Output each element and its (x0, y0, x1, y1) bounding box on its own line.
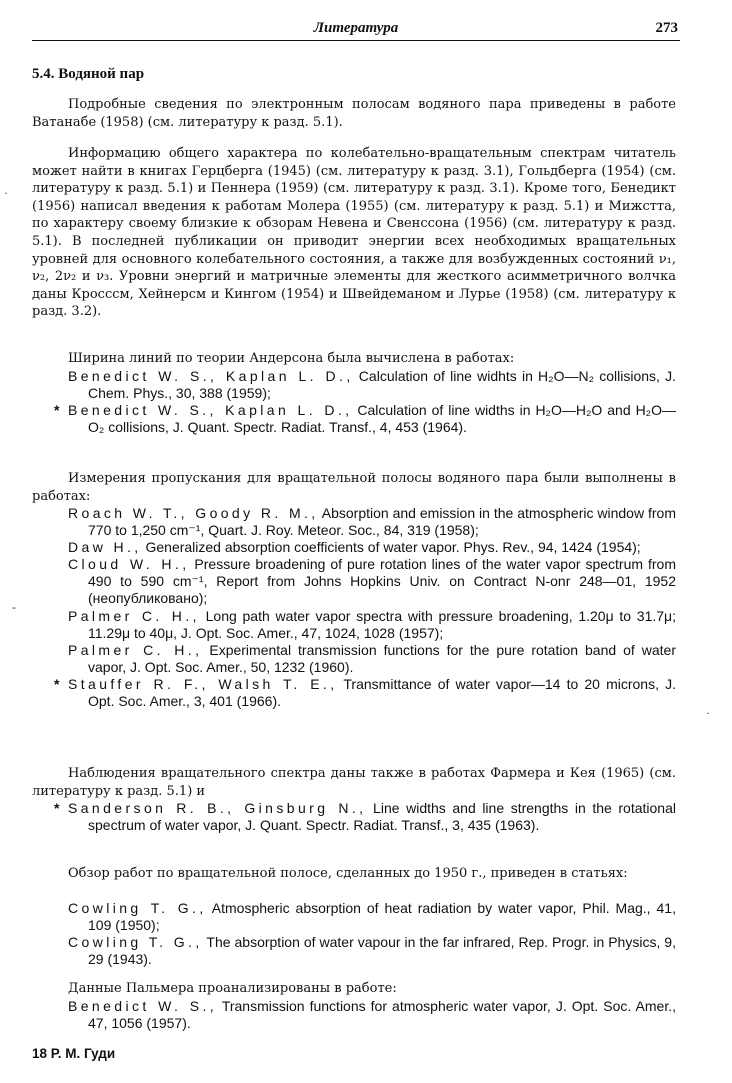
paragraph-review-intro: Обзор работ по вращательной полосе, сделанных до 1950 г., приведен в статьях: (68, 866, 628, 881)
reference-text: Transmittance of water vapor—14 to 20 microns, J. Opt. Soc. Amer., 3, 401 (1966). (88, 675, 677, 710)
reference-author: Palmer C. H., (68, 607, 200, 624)
asterisk-mark: * (54, 402, 60, 419)
reference-text: Generalized absorption coefficients of water vapor. Phys. Rev., 94, 1424 (1954); (141, 539, 641, 556)
reference-author: Stauffer R. F., Walsh T. E., (68, 675, 338, 692)
signature-mark: 18 Р. М. Гуди (32, 1046, 116, 1061)
reference-text: Atmospheric absorption of heat radiation by water vapor, Phil. Mag., 41, 109 (1950); (88, 900, 676, 934)
reference-entry (68, 505, 676, 539)
reference-author: Benedict W. S., Kaplan L. D., (68, 368, 354, 384)
reference-entry (68, 900, 676, 934)
reference-list-rotational (54, 800, 676, 834)
asterisk-mark: * (54, 675, 60, 692)
reference-list-palmer (68, 998, 676, 1032)
reference-author: Benedict W. S., (68, 998, 218, 1014)
margin-dash: - (12, 600, 16, 614)
reference-entry (54, 675, 677, 710)
paragraph-transmission-intro: Измерения пропускания для вращательной полосы водяного пара были выполнены в работах: (32, 471, 676, 504)
reference-entry (68, 642, 676, 676)
reference-text: Experimental transmission functions for the pure rotation band of water vapor, J. Opt. Soc. Amer., 50, 1232 (1960). (88, 641, 676, 675)
reference-text: Transmission functions for atmospheric water vapor, J. Opt. Soc. Amer., 47, 1056 (1957). (88, 998, 676, 1032)
reference-author: Palmer C. H., (68, 641, 203, 658)
section-number: 5.4. (32, 66, 55, 82)
paragraph-rotational-observations: Наблюдения вращательного спектра даны также в работах Фармера и Кея (1965) (см. литературу к разд. 5.1) и (32, 766, 676, 799)
reference-entry (68, 998, 676, 1032)
reference-entry (68, 368, 676, 402)
page-header (32, 14, 680, 41)
paragraph-electronic-bands: Подробные сведения по электронным полосам водяного пара приведены в работе Ватанабе (1958) (см. литературу к разд. 5.1). (32, 97, 676, 130)
reference-text: Line widths and line strengths in the rotational spectrum of water vapor, J. Quant. Spectr. Radiat. Transf., 3, 435 (1963). (88, 800, 676, 834)
asterisk-mark: * (54, 800, 60, 816)
section-title: Водяной пар (58, 66, 145, 82)
reference-entry (68, 556, 676, 607)
section-heading (32, 66, 144, 83)
reference-author: Cowling T. G., (68, 900, 207, 916)
reference-author: Sanderson R. B., Ginsburg N., (68, 800, 367, 816)
reference-entry (68, 539, 676, 556)
reference-text: Absorption and emission in the atmospheric window from 770 to 1,250 cm⁻¹, Quart. J. Roy. Meteor. Soc., 84, 319 (1958); (88, 505, 676, 539)
reference-entry (68, 934, 676, 968)
reference-text: Pressure broadening of pure rotation lines of the water vapor spectrum from 490 to 590 cm⁻¹, Report from Johns Hopkins Univ. on Contract N-onr 248—01, 1952 (неопубликовано); (88, 556, 676, 607)
reference-entry (54, 402, 676, 436)
reference-entry (68, 608, 676, 642)
reference-author: Roach W. T., Goody R. M., (68, 505, 319, 521)
paragraph-vibrational-spectra: Информацию общего характера по колебательно-вращательным спектрам читатель может найти в книгах Герцберга (1945) (см. литературу к разд. 3.1), Гольдберга (1954) (см. литературу к разд. 5.1) и Пеннера (1959) (см. литературу к разд. 3.1). Кроме того, Бенедикт (1956) написал введения к работам Молера (1955) (см. литературу к разд. 5.1) и Мижстта, по характеру своему близкие к обзорам Невена и Свенссона (1956) (см. литературу к разд. 5.1). В последней публикации он приводит энергии всех необходимых вращательных уровней для основного колебательного состояния, а также для возбужденных состояний ν₁, ν₂, 2ν₂ и ν₃. Уровни энергий и матричные элементы для жесткого асимметричного волчка даны Кросссм, Хейнерсм и Кингом (1954) и Швейдеманом и Лурье (1958) (см. литературу к разд. 3.2). (32, 146, 676, 320)
reference-text: Calculation of line widhts in H₂O—N₂ collisions, J. Chem. Phys., 30, 388 (1959); (88, 368, 676, 402)
reference-list-transmission (54, 505, 677, 710)
margin-speck: · (4, 186, 8, 200)
reference-list-line-widths (54, 368, 676, 436)
reference-entry (54, 800, 676, 834)
page-number: 273 (655, 20, 678, 36)
paragraph-palmer-analysis: Данные Пальмера проанализированы в работе: (68, 981, 397, 996)
reference-text: The absorption of water vapour in the far infrared, Rep. Progr. in Physics, 9, 29 (1943). (88, 934, 676, 968)
reference-author: Cloud W. H., (68, 556, 190, 573)
reference-author: Daw H., (68, 539, 142, 556)
running-title: Литература (313, 20, 399, 36)
reference-author: Benedict W. S., Kaplan L. D., (68, 402, 353, 419)
reference-text: Calculation of line widths in H₂O—H₂O and H₂O—O₂ collisions, J. Quant. Spectr. Radiat. Transf., 4, 453 (1964). (88, 402, 676, 436)
reference-author: Cowling T. G., (68, 934, 203, 951)
reference-text: Long path water vapor spectra with pressure broadening, 1.20μ to 31.7μ; 11.29μ to 40μ, J. Opt. Soc. Amer., 47, 1024, 1028 (1957); (88, 607, 677, 641)
margin-dot: · (706, 706, 710, 720)
reference-list-reviews (68, 900, 676, 968)
paragraph-line-widths-intro: Ширина линий по теории Андерсона была вычислена в работах: (68, 351, 515, 366)
